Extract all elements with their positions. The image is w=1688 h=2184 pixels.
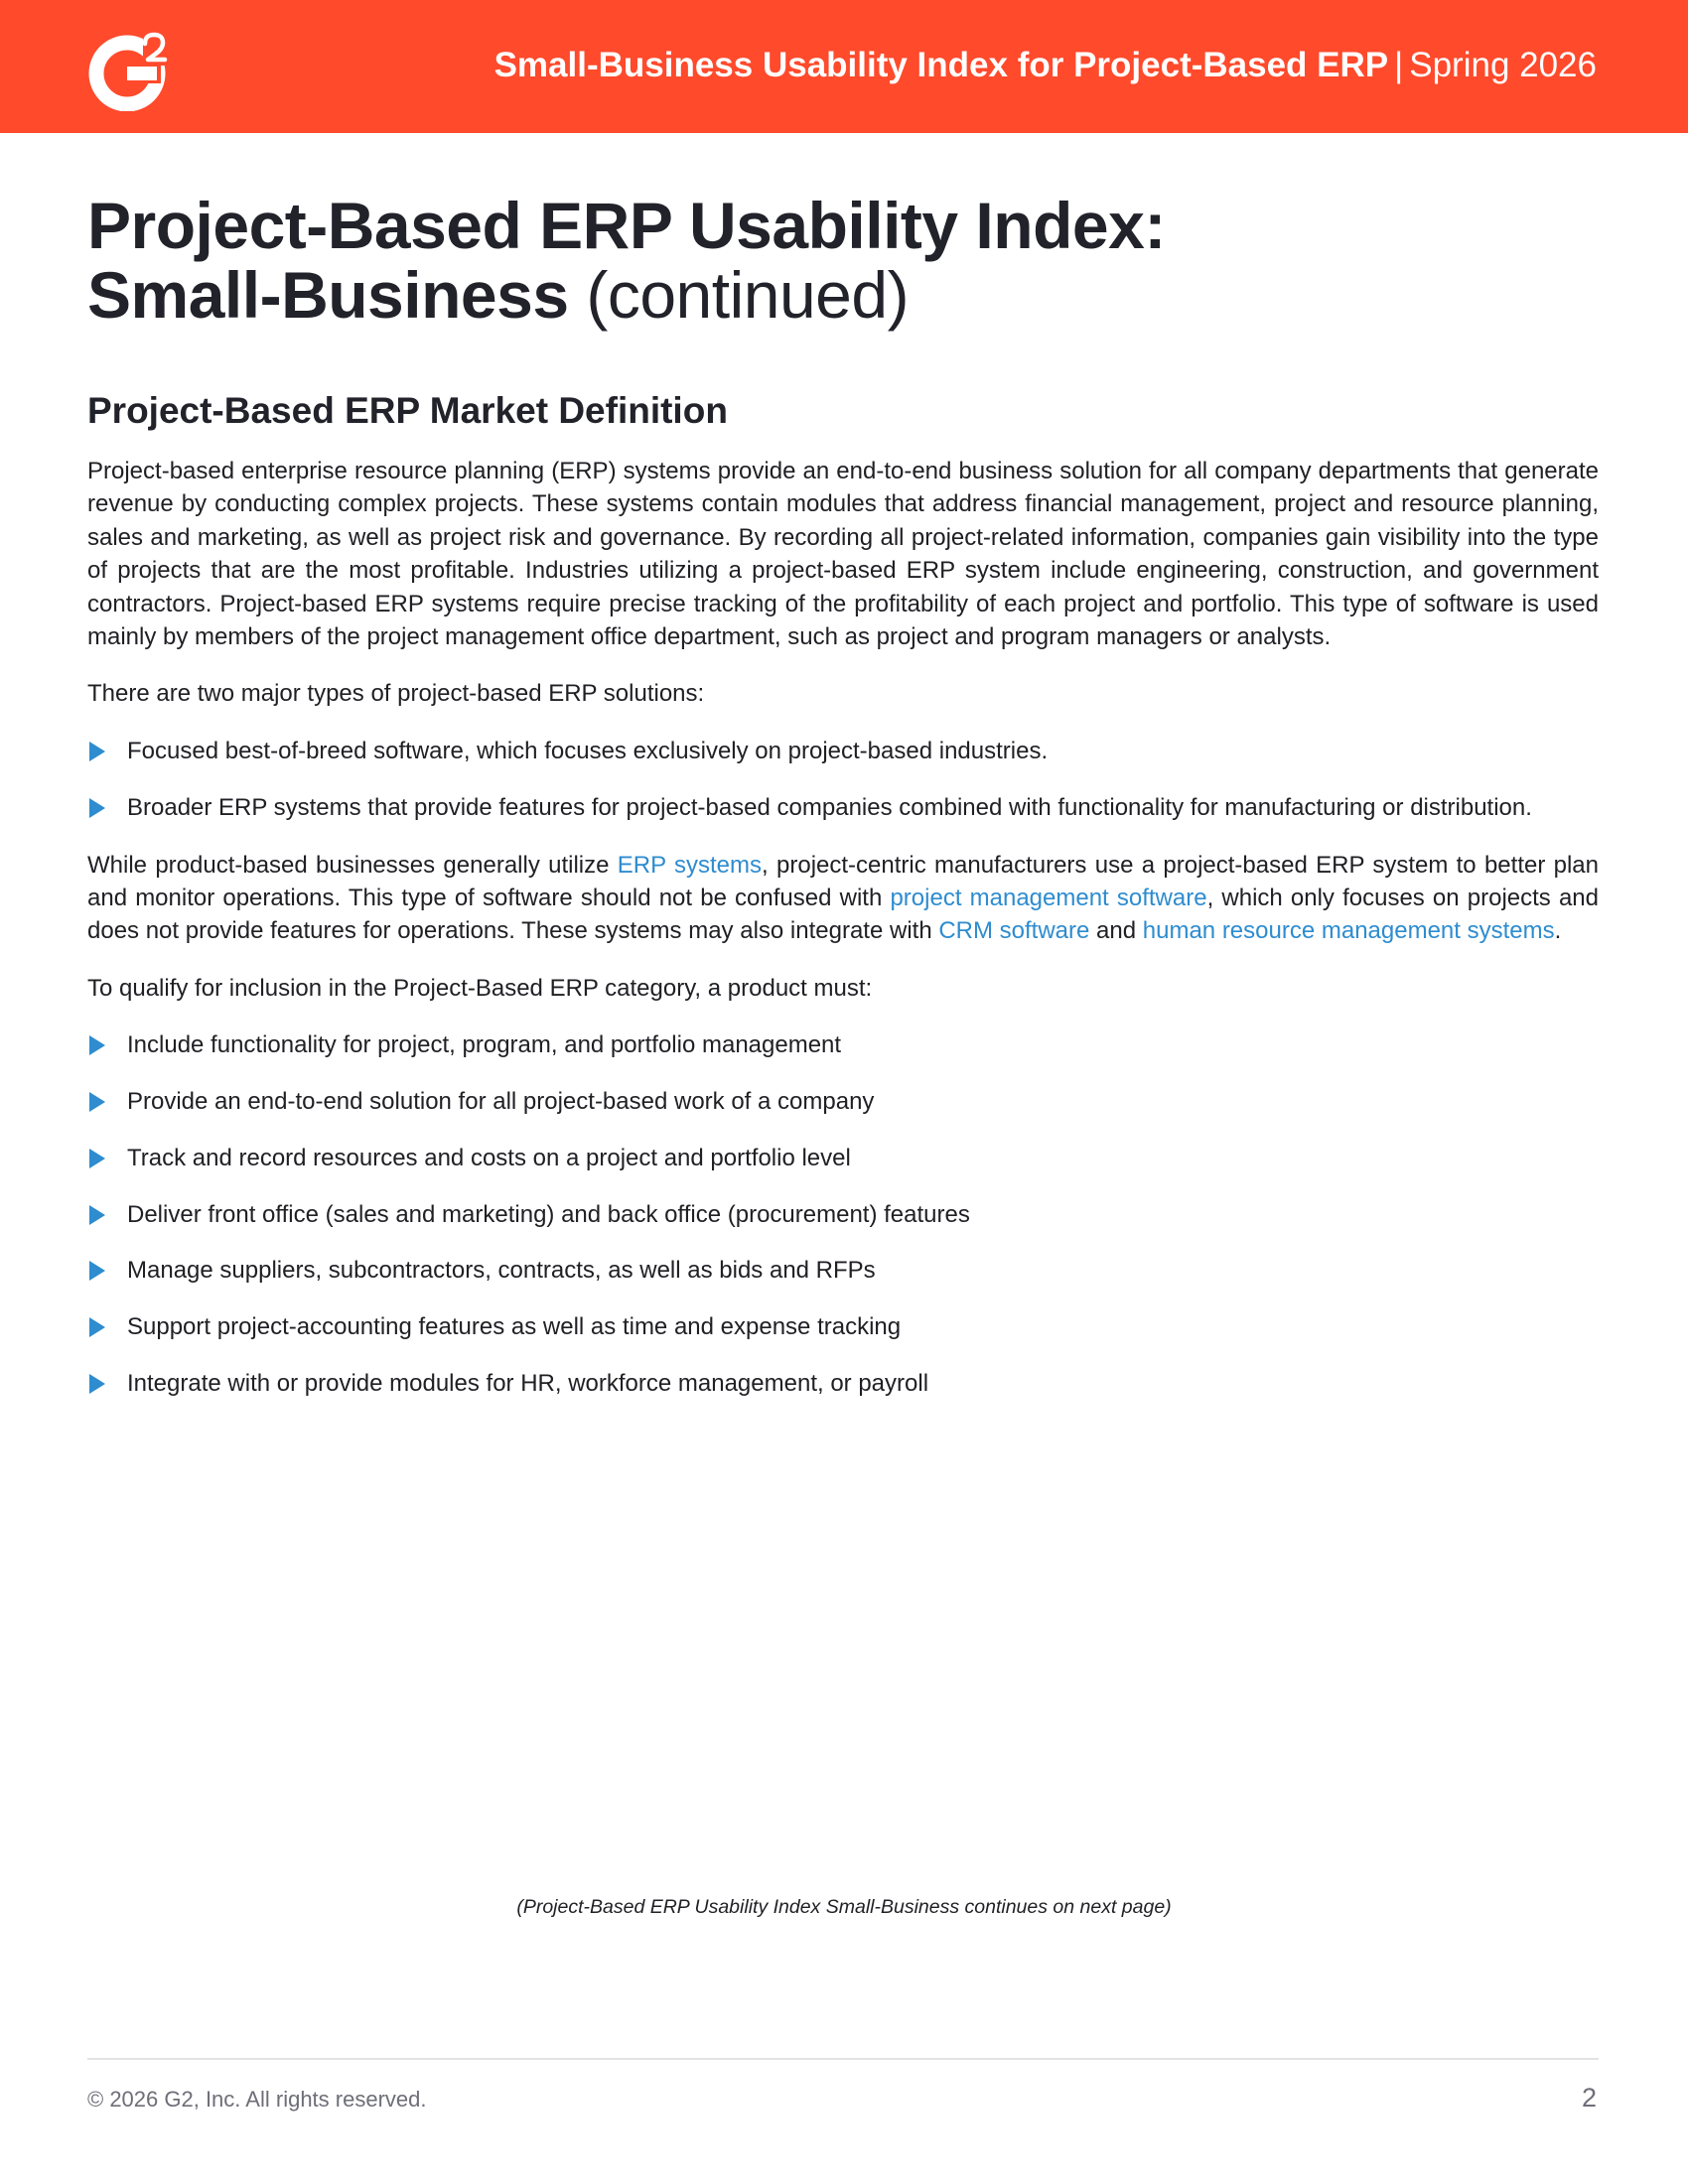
list-item: Manage suppliers, subcontractors, contracts, as well as bids and RFPs xyxy=(87,1254,1599,1287)
triangle-bullet-icon xyxy=(89,1149,105,1168)
section-heading: Project-Based ERP Market Definition xyxy=(87,390,728,431)
page-title-continued: (continued) xyxy=(568,258,910,332)
list-item: Deliver front office (sales and marketing) and back office (procurement) features xyxy=(87,1198,1599,1231)
triangle-bullet-icon xyxy=(89,1317,105,1337)
triangle-bullet-icon xyxy=(89,1205,105,1225)
triangle-bullet-icon xyxy=(89,798,105,818)
intro-paragraph: Project-based enterprise resource planning (ERP) systems provide an end-to-end business solution for all company departments that generate revenue by conducting complex projects. These systems contain modules that address financial management, project and resource planning, sales and marketing, as well as project risk and governance. By recording all project-related information, companies gain visibility into the type of projects that are the most profitable. Industries utilizing a project-based ERP system include engineering, construction, and government contractors. Project-based ERP systems require precise tracking of the profitability of each project and portfolio. This type of software is used mainly by members of the project management office department, such as project and program managers or analysts. xyxy=(87,458,1599,651)
report-header-title xyxy=(494,40,1597,91)
list-item: Broader ERP systems that provide features for project-based companies combined with functionality for manufacturing or distribution. xyxy=(87,791,1599,824)
triangle-bullet-icon xyxy=(89,1092,105,1112)
triangle-bullet-icon xyxy=(89,1374,105,1394)
page-title xyxy=(87,191,1166,330)
title-separator: | xyxy=(1394,46,1404,84)
erp-systems-link[interactable]: ERP systems xyxy=(617,851,763,879)
list-item: Integrate with or provide modules for HR, workforce management, or payroll xyxy=(87,1367,1599,1400)
g2-logo xyxy=(87,26,173,111)
page-title-line1: Project-Based ERP Usability Index: xyxy=(87,189,1166,262)
report-header xyxy=(0,0,1688,133)
project-management-software-link[interactable]: project management software xyxy=(890,885,1207,912)
page-title-line2: Small-Business xyxy=(87,258,569,332)
triangle-bullet-icon xyxy=(89,1035,105,1055)
erp-types-list xyxy=(87,735,1599,825)
report-season: Spring 2026 xyxy=(1409,46,1597,84)
footer-divider xyxy=(87,2058,1599,2060)
section-body xyxy=(87,455,1599,1424)
continues-note: (Project-Based ERP Usability Index Small-Business continues on next page) xyxy=(516,1896,1172,1918)
hr-management-systems-link[interactable]: human resource management systems xyxy=(1142,917,1555,945)
types-intro: There are two major types of project-based ERP solutions: xyxy=(87,680,705,708)
qualify-intro: To qualify for inclusion in the Project-Based ERP category, a product must: xyxy=(87,974,873,1002)
triangle-bullet-icon xyxy=(89,1261,105,1281)
page-number: 2 xyxy=(1581,2083,1597,2113)
footer-copyright: © 2026 G2, Inc. All rights reserved. xyxy=(87,2087,427,2112)
list-item: Support project-accounting features as well as time and expense tracking xyxy=(87,1310,1599,1343)
list-item: Track and record resources and costs on a project and portfolio level xyxy=(87,1142,1599,1174)
list-item: Provide an end-to-end solution for all project-based work of a company xyxy=(87,1085,1599,1118)
list-item: Include functionality for project, program, and portfolio management xyxy=(87,1028,1599,1061)
inclusion-criteria-list xyxy=(87,1028,1599,1400)
report-title: Small-Business Usability Index for Project-Based ERP xyxy=(493,46,1389,84)
comparison-paragraph: While product-based businesses generally utilize ERP systems, project-centric manufacturers use a project-based ERP system to better plan and monitor operations. This type of software should not be confused with project management software, which only focuses on projects and does not provide features for operations. These systems may also integrate with CRM software and human resource management systems. xyxy=(87,851,1600,945)
triangle-bullet-icon xyxy=(89,742,105,761)
list-item: Focused best-of-breed software, which focuses exclusively on project-based industries. xyxy=(87,735,1599,767)
crm-software-link[interactable]: CRM software xyxy=(938,917,1090,945)
